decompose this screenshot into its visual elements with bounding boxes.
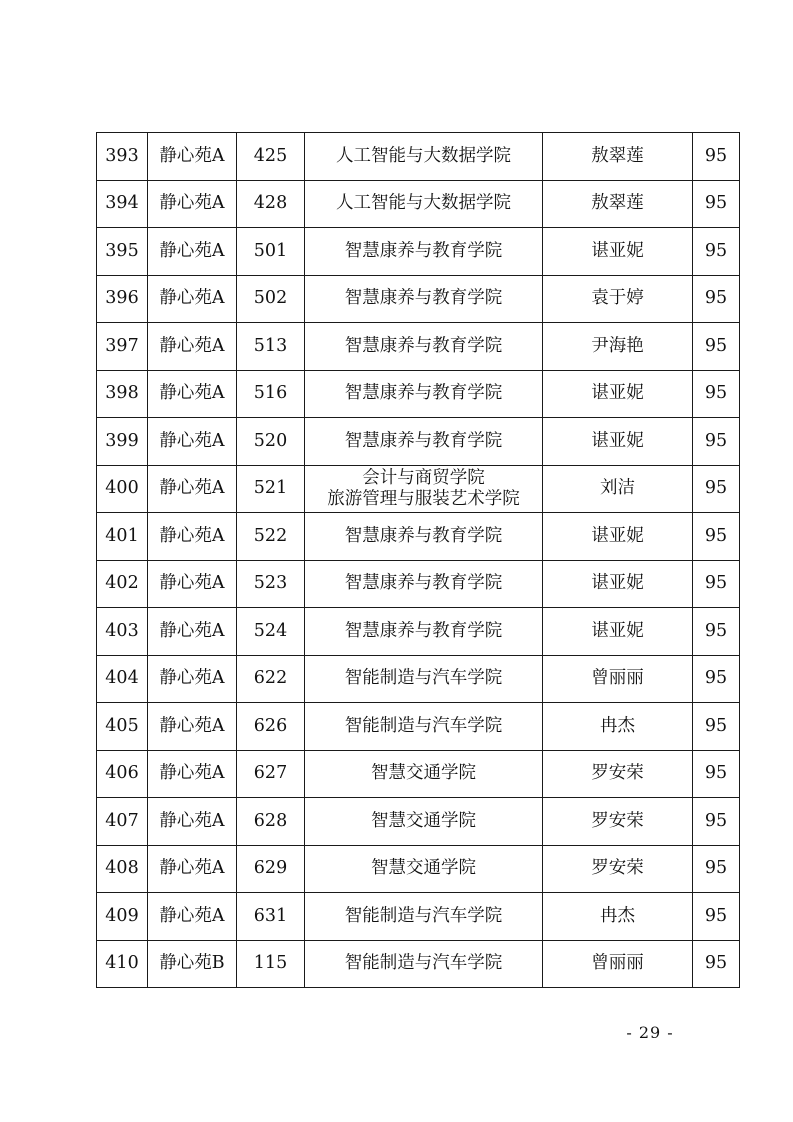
college-name: 智慧交通学院	[371, 858, 476, 879]
table-row	[97, 655, 740, 703]
college-cell	[305, 275, 543, 323]
person-in-charge-cell: 谌亚妮	[543, 560, 693, 608]
room-number-cell: 524	[237, 608, 305, 656]
building-cell: 静心苑A	[148, 560, 237, 608]
row-number-cell: 408	[97, 845, 148, 893]
page-number: - 29 -	[626, 1023, 674, 1042]
college-name: 智能制造与汽车学院	[344, 905, 503, 926]
room-number-cell: 622	[237, 655, 305, 703]
person-in-charge-cell: 敖翠莲	[543, 133, 693, 181]
room-number-cell: 502	[237, 275, 305, 323]
table-row	[97, 465, 740, 513]
person-in-charge-cell: 曾丽丽	[543, 940, 693, 988]
building-cell: 静心苑A	[148, 323, 237, 371]
college-name: 智能制造与汽车学院	[344, 668, 503, 689]
college-cell	[305, 608, 543, 656]
table-row	[97, 845, 740, 893]
college-name: 智慧交通学院	[371, 763, 476, 784]
row-number-cell: 404	[97, 655, 148, 703]
person-in-charge-cell: 曾丽丽	[543, 655, 693, 703]
table-row	[97, 750, 740, 798]
table-row	[97, 228, 740, 276]
room-number-cell: 626	[237, 703, 305, 751]
score-cell: 95	[693, 940, 740, 988]
room-number-cell: 627	[237, 750, 305, 798]
room-number-cell: 523	[237, 560, 305, 608]
row-number-cell: 393	[97, 133, 148, 181]
table-row	[97, 323, 740, 371]
table-row	[97, 560, 740, 608]
college-name: 智慧康养与教育学院	[344, 240, 503, 261]
score-cell: 95	[693, 893, 740, 941]
college-name: 旅游管理与服装艺术学院	[327, 488, 520, 509]
college-cell	[305, 323, 543, 371]
college-cell	[305, 703, 543, 751]
person-in-charge-cell: 罗安荣	[543, 750, 693, 798]
room-number-cell: 631	[237, 893, 305, 941]
room-number-cell: 425	[237, 133, 305, 181]
college-name: 会计与商贸学院	[362, 467, 485, 488]
row-number-cell: 406	[97, 750, 148, 798]
college-cell	[305, 180, 543, 228]
building-cell: 静心苑A	[148, 275, 237, 323]
person-in-charge-cell: 尹海艳	[543, 323, 693, 371]
building-cell: 静心苑A	[148, 418, 237, 466]
score-cell: 95	[693, 370, 740, 418]
room-number-cell: 516	[237, 370, 305, 418]
score-cell: 95	[693, 845, 740, 893]
dormitory-score-table	[96, 132, 740, 988]
score-cell: 95	[693, 513, 740, 561]
row-number-cell: 410	[97, 940, 148, 988]
row-number-cell: 407	[97, 798, 148, 846]
table-row	[97, 940, 740, 988]
college-cell	[305, 228, 543, 276]
person-in-charge-cell: 谌亚妮	[543, 228, 693, 276]
building-cell: 静心苑A	[148, 845, 237, 893]
row-number-cell: 398	[97, 370, 148, 418]
table-row	[97, 703, 740, 751]
score-cell: 95	[693, 323, 740, 371]
building-cell: 静心苑A	[148, 370, 237, 418]
college-cell	[305, 940, 543, 988]
college-name: 智慧康养与教育学院	[344, 430, 503, 451]
college-cell	[305, 655, 543, 703]
college-name: 人工智能与大数据学院	[336, 145, 511, 166]
table-row	[97, 798, 740, 846]
row-number-cell: 396	[97, 275, 148, 323]
building-cell: 静心苑A	[148, 180, 237, 228]
row-number-cell: 403	[97, 608, 148, 656]
table-row	[97, 370, 740, 418]
building-cell: 静心苑A	[148, 133, 237, 181]
person-in-charge-cell: 冉杰	[543, 703, 693, 751]
building-cell: 静心苑A	[148, 228, 237, 276]
college-cell	[305, 370, 543, 418]
score-cell: 95	[693, 275, 740, 323]
building-cell: 静心苑A	[148, 513, 237, 561]
row-number-cell: 401	[97, 513, 148, 561]
row-number-cell: 399	[97, 418, 148, 466]
row-number-cell: 397	[97, 323, 148, 371]
score-cell: 95	[693, 133, 740, 181]
college-cell	[305, 893, 543, 941]
building-cell: 静心苑A	[148, 655, 237, 703]
person-in-charge-cell: 罗安荣	[543, 845, 693, 893]
person-in-charge-cell: 袁于婷	[543, 275, 693, 323]
person-in-charge-cell: 罗安荣	[543, 798, 693, 846]
college-name: 智能制造与汽车学院	[344, 715, 503, 736]
building-cell: 静心苑A	[148, 893, 237, 941]
building-cell: 静心苑B	[148, 940, 237, 988]
college-name: 智慧康养与教育学院	[344, 525, 503, 546]
score-cell: 95	[693, 560, 740, 608]
table-row	[97, 133, 740, 181]
room-number-cell: 501	[237, 228, 305, 276]
room-number-cell: 115	[237, 940, 305, 988]
score-cell: 95	[693, 465, 740, 513]
building-cell: 静心苑A	[148, 608, 237, 656]
person-in-charge-cell: 敖翠莲	[543, 180, 693, 228]
table-row	[97, 275, 740, 323]
room-number-cell: 628	[237, 798, 305, 846]
row-number-cell: 405	[97, 703, 148, 751]
college-name: 智能制造与汽车学院	[344, 953, 503, 974]
college-name: 智慧康养与教育学院	[344, 288, 503, 309]
table-row	[97, 180, 740, 228]
room-number-cell: 428	[237, 180, 305, 228]
college-name: 智慧康养与教育学院	[344, 573, 503, 594]
room-number-cell: 520	[237, 418, 305, 466]
college-name: 智慧康养与教育学院	[344, 335, 503, 356]
college-name: 人工智能与大数据学院	[336, 193, 511, 214]
person-in-charge-cell: 冉杰	[543, 893, 693, 941]
row-number-cell: 394	[97, 180, 148, 228]
building-cell: 静心苑A	[148, 798, 237, 846]
table-row	[97, 418, 740, 466]
room-number-cell: 513	[237, 323, 305, 371]
room-number-cell: 629	[237, 845, 305, 893]
person-in-charge-cell: 刘洁	[543, 465, 693, 513]
college-name: 智慧康养与教育学院	[344, 383, 503, 404]
row-number-cell: 400	[97, 465, 148, 513]
college-cell	[305, 845, 543, 893]
score-cell: 95	[693, 228, 740, 276]
room-number-cell: 521	[237, 465, 305, 513]
score-cell: 95	[693, 703, 740, 751]
person-in-charge-cell: 谌亚妮	[543, 513, 693, 561]
score-cell: 95	[693, 418, 740, 466]
college-cell	[305, 513, 543, 561]
building-cell: 静心苑A	[148, 703, 237, 751]
college-cell	[305, 133, 543, 181]
score-cell: 95	[693, 608, 740, 656]
college-name: 智慧康养与教育学院	[344, 620, 503, 641]
building-cell: 静心苑A	[148, 465, 237, 513]
college-cell	[305, 560, 543, 608]
person-in-charge-cell: 谌亚妮	[543, 418, 693, 466]
person-in-charge-cell: 谌亚妮	[543, 608, 693, 656]
score-cell: 95	[693, 798, 740, 846]
college-cell	[305, 418, 543, 466]
table-row	[97, 893, 740, 941]
score-cell: 95	[693, 750, 740, 798]
college-cell	[305, 750, 543, 798]
table-row	[97, 608, 740, 656]
score-cell: 95	[693, 655, 740, 703]
college-name: 智慧交通学院	[371, 810, 476, 831]
person-in-charge-cell: 谌亚妮	[543, 370, 693, 418]
row-number-cell: 395	[97, 228, 148, 276]
table-body	[97, 133, 740, 988]
room-number-cell: 522	[237, 513, 305, 561]
row-number-cell: 409	[97, 893, 148, 941]
college-cell	[305, 798, 543, 846]
score-cell: 95	[693, 180, 740, 228]
table-row	[97, 513, 740, 561]
row-number-cell: 402	[97, 560, 148, 608]
building-cell: 静心苑A	[148, 750, 237, 798]
college-cell	[305, 465, 543, 513]
